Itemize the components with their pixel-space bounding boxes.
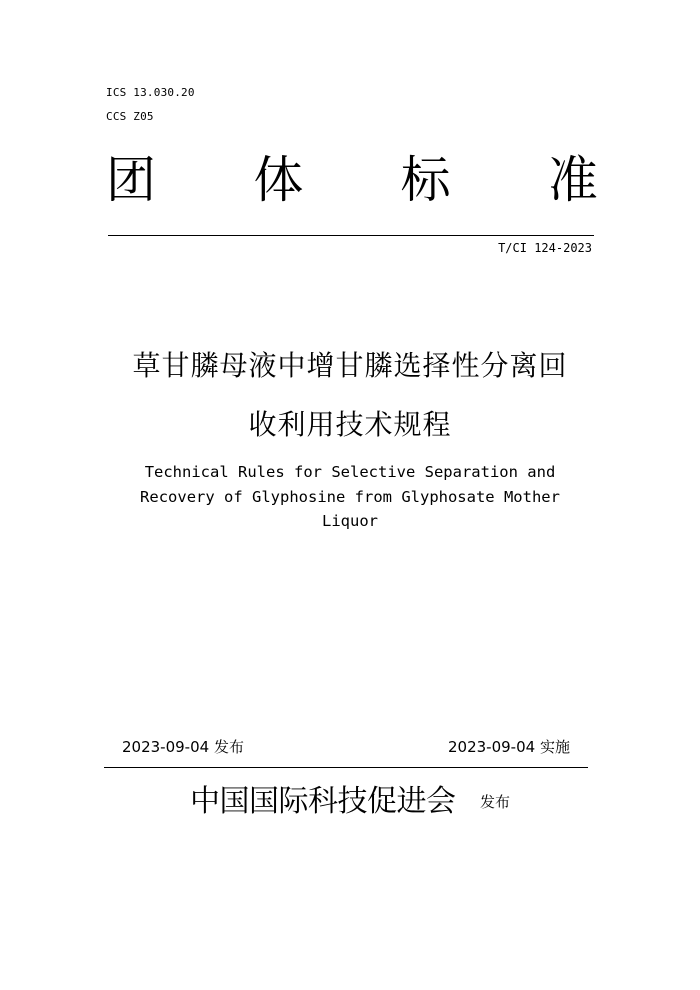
english-title	[0, 460, 700, 534]
english-title-line-2: Recovery of Glyphosine from Glyphosate Mother	[140, 487, 560, 506]
standard-type-char-1: 团	[106, 151, 156, 209]
english-title-line-1: Technical Rules for Selective Separation and	[144, 463, 556, 481]
chinese-title-line-2: 收利用技术规程	[248, 408, 452, 441]
english-title-line-3: Liquor	[322, 512, 378, 530]
standard-type-char-4: 准	[547, 151, 598, 209]
implementation-date: 2023-09-04 实施	[448, 738, 570, 756]
chinese-title-line-1: 草甘膦母液中增甘膦选择性分离回	[132, 349, 568, 382]
standard-number: T/CI 124-2023	[498, 241, 592, 255]
bottom-divider	[104, 767, 588, 768]
top-divider	[108, 235, 594, 236]
standard-type-char-3: 标	[400, 151, 451, 209]
standard-type-char-2: 体	[253, 151, 304, 209]
publisher-name: 中国国际科技促进会	[190, 784, 456, 819]
standard-type-heading	[106, 150, 598, 210]
publisher-action: 发布	[480, 793, 511, 811]
ics-code: ICS 13.030.20	[106, 86, 195, 99]
publish-date: 2023-09-04 发布	[122, 738, 244, 756]
ccs-code: CCS Z05	[106, 110, 154, 123]
